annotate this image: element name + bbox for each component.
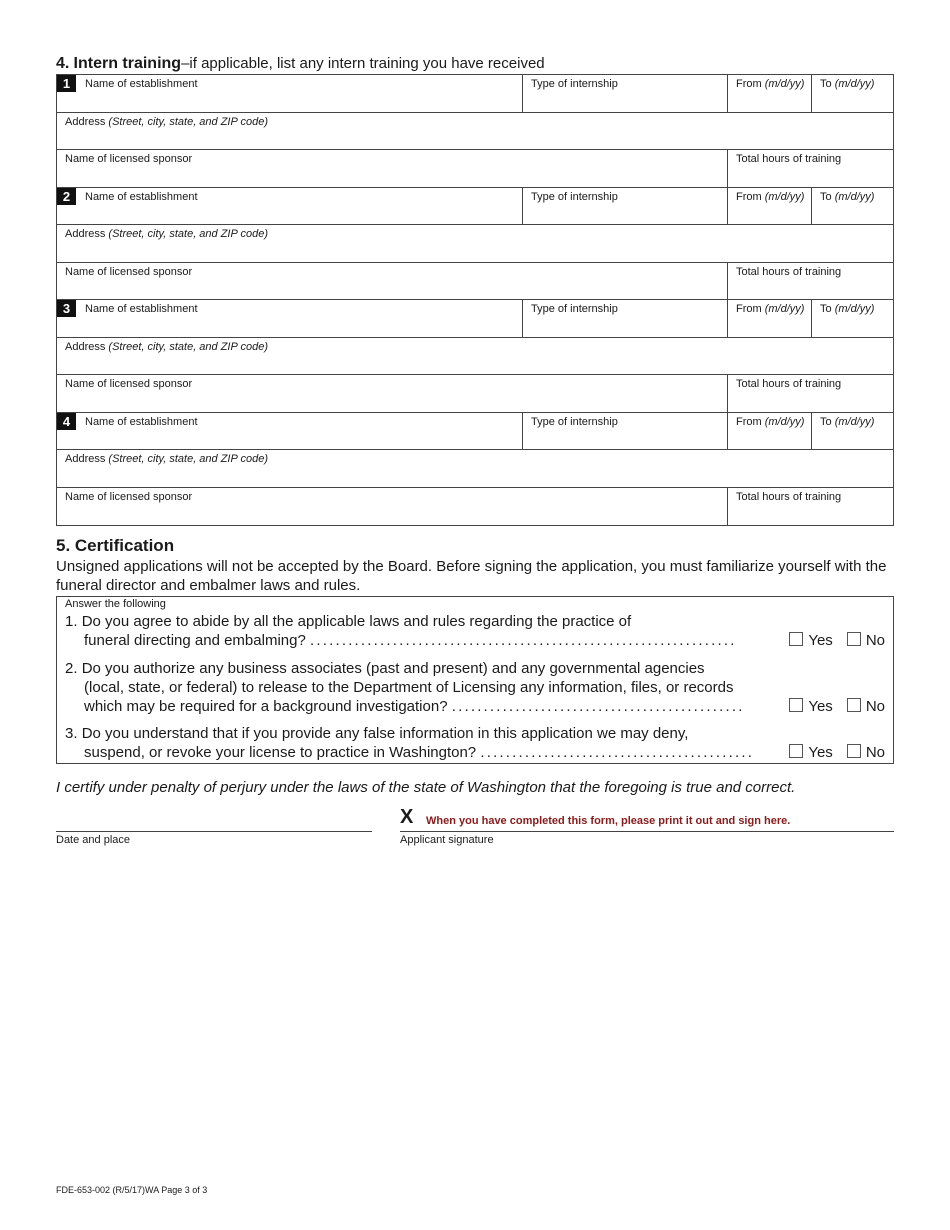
from-date-field[interactable] xyxy=(727,75,811,112)
training-hours-field[interactable] xyxy=(727,150,895,187)
sponsor-label: Name of licensed sponsor xyxy=(65,490,193,503)
training-row-address xyxy=(57,450,893,488)
question-1-answer: Yes No xyxy=(789,631,885,650)
training-row-address xyxy=(57,225,893,263)
section-5-title: 5. Certification xyxy=(56,536,175,555)
certification-statement: I certify under penalty of perjury under the laws of the state of Washington that the foregoing is true and correct. xyxy=(56,779,796,796)
address-label: Address xyxy=(65,340,106,353)
address-label: Address xyxy=(65,115,106,128)
training-row-establishment xyxy=(57,413,893,451)
question-3-line-2: suspend, or revoke your license to practice in Washington? xyxy=(84,744,477,761)
training-row-sponsor xyxy=(57,263,893,301)
address-field[interactable] xyxy=(57,113,895,150)
from-format-hint: (m/d/yy) xyxy=(764,303,805,315)
internship-type-label: Type of internship xyxy=(531,78,618,90)
to-label: To xyxy=(820,190,832,203)
sponsor-field[interactable] xyxy=(57,375,727,412)
question-3-line-1: Do you understand that if you provide any false information in this application we may deny, xyxy=(81,725,689,742)
entry-number-badge: 2 xyxy=(57,188,76,205)
section-4-heading: Intern training xyxy=(73,55,182,72)
from-label: From xyxy=(736,78,762,90)
question-2-line-3: which may be required for a background investigation? xyxy=(84,698,448,715)
training-hours-field[interactable] xyxy=(727,488,895,526)
section-4-subtitle: if applicable, list any intern training you have received xyxy=(189,55,545,72)
question-2-line-1: Do you authorize any business associates (past and present) and any governmental agencies xyxy=(81,660,705,677)
training-row-establishment xyxy=(57,75,893,113)
from-date-field[interactable] xyxy=(727,413,811,450)
question-1: 1. Do you agree to abide by all the applicable laws and rules regarding the practice of funeral directing and embalming? ................................................................... Yes No xyxy=(65,613,885,649)
to-label: To xyxy=(820,78,832,90)
question-3-no-checkbox[interactable] xyxy=(847,744,861,758)
address-field[interactable] xyxy=(57,450,895,487)
intern-training-table xyxy=(56,74,894,526)
question-3-answer: Yes No xyxy=(789,743,885,762)
question-1-line-1: Do you agree to abide by all the applicable laws and rules regarding the practice of xyxy=(81,613,632,630)
from-format-hint: (m/d/yy) xyxy=(764,78,805,90)
address-hint: (Street, city, state, and ZIP code) xyxy=(108,453,268,465)
establishment-field[interactable] xyxy=(77,300,522,337)
internship-type-label: Type of internship xyxy=(531,190,618,203)
training-hours-label: Total hours of training xyxy=(736,490,842,503)
entry-number-badge: 1 xyxy=(57,75,76,92)
date-place-line[interactable] xyxy=(56,831,372,832)
address-label: Address xyxy=(65,228,106,240)
address-label: Address xyxy=(65,453,106,465)
to-date-field[interactable] xyxy=(811,75,895,112)
applicant-signature-label: Applicant signature xyxy=(400,834,494,846)
establishment-field[interactable] xyxy=(77,75,522,112)
from-format-hint: (m/d/yy) xyxy=(764,415,805,428)
from-format-hint: (m/d/yy) xyxy=(764,190,805,203)
internship-type-label: Type of internship xyxy=(531,415,618,428)
from-label: From xyxy=(736,190,762,203)
to-format-hint: (m/d/yy) xyxy=(834,415,875,428)
to-format-hint: (m/d/yy) xyxy=(834,78,875,90)
sponsor-field[interactable] xyxy=(57,263,727,300)
applicant-signature-line[interactable] xyxy=(400,831,894,832)
training-row-establishment xyxy=(57,188,893,226)
section-5-intro: Unsigned applications will not be accepted by the Board. Before signing the application, you must familiarize yourself with the funeral director and embalmer laws and rules. xyxy=(56,558,887,594)
from-date-field[interactable] xyxy=(727,188,811,225)
question-1-line-2: funeral directing and embalming? xyxy=(84,632,306,649)
sponsor-label: Name of licensed sponsor xyxy=(65,265,193,278)
internship-type-field[interactable] xyxy=(522,188,727,225)
to-label: To xyxy=(820,303,832,315)
sponsor-field[interactable] xyxy=(57,488,727,526)
address-hint: (Street, city, state, and ZIP code) xyxy=(108,228,268,240)
from-label: From xyxy=(736,415,762,428)
training-hours-field[interactable] xyxy=(727,375,895,412)
internship-type-label: Type of internship xyxy=(531,303,618,315)
address-field[interactable] xyxy=(57,338,895,375)
training-row-establishment xyxy=(57,300,893,338)
training-row-address xyxy=(57,113,893,151)
question-1-yes-checkbox[interactable] xyxy=(789,632,803,646)
to-date-field[interactable] xyxy=(811,300,895,337)
question-2-answer: Yes No xyxy=(789,697,885,716)
establishment-label: Name of establishment xyxy=(85,303,198,315)
section-4-number: 4. xyxy=(56,55,70,72)
to-date-field[interactable] xyxy=(811,413,895,450)
signature-instruction: When you have completed this form, please print it out and sign here. xyxy=(426,815,791,827)
answer-label: Answer the following xyxy=(65,598,166,610)
establishment-label: Name of establishment xyxy=(85,415,198,428)
address-hint: (Street, city, state, and ZIP code) xyxy=(108,115,268,128)
signature-x-mark: X xyxy=(400,806,414,828)
internship-type-field[interactable] xyxy=(522,300,727,337)
training-row-sponsor xyxy=(57,488,893,526)
sponsor-label: Name of licensed sponsor xyxy=(65,378,193,390)
from-label: From xyxy=(736,303,762,315)
question-3-yes-checkbox[interactable] xyxy=(789,744,803,758)
establishment-field[interactable] xyxy=(77,413,522,450)
address-hint: (Street, city, state, and ZIP code) xyxy=(108,340,268,353)
question-2-no-checkbox[interactable] xyxy=(847,698,861,712)
address-field[interactable] xyxy=(57,225,895,262)
sponsor-label: Name of licensed sponsor xyxy=(65,153,193,165)
form-footer: FDE-653-002 (R/5/17)WA Page 3 of 3 xyxy=(56,1185,208,1195)
entry-number-badge: 4 xyxy=(57,413,76,430)
training-row-sponsor xyxy=(57,150,893,188)
training-hours-label: Total hours of training xyxy=(736,153,842,165)
to-label: To xyxy=(820,415,832,428)
date-place-label: Date and place xyxy=(56,834,130,846)
question-2: 2. Do you authorize any business associates (past and present) and any governmental agencies (local, state, or federal) to release to the Department of Licensing any information, files, or records which may be required for a background investigation? .............................................. Yes No xyxy=(65,660,885,715)
question-3: 3. Do you understand that if you provide any false information in this application we may deny, suspend, or revoke your license to practice in Washington? ........................................... Yes No xyxy=(65,725,885,761)
question-2-yes-checkbox[interactable] xyxy=(789,698,803,712)
training-hours-label: Total hours of training xyxy=(736,378,842,390)
section-4-title: 4. Intern training–if applicable, list any intern training you have received xyxy=(56,55,545,72)
from-date-field[interactable] xyxy=(727,300,811,337)
internship-type-field[interactable] xyxy=(522,413,727,450)
establishment-field[interactable] xyxy=(77,188,522,225)
certification-questions xyxy=(56,596,894,764)
question-1-no-checkbox[interactable] xyxy=(847,632,861,646)
question-2-line-2: (local, state, or federal) to release to the Department of Licensing any information, files, or records xyxy=(84,679,734,696)
entry-number-badge: 3 xyxy=(57,300,76,317)
establishment-label: Name of establishment xyxy=(85,190,198,203)
training-hours-label: Total hours of training xyxy=(736,265,842,278)
training-row-sponsor xyxy=(57,375,893,413)
internship-type-field[interactable] xyxy=(522,75,727,112)
training-hours-field[interactable] xyxy=(727,263,895,300)
training-row-address xyxy=(57,338,893,376)
sponsor-field[interactable] xyxy=(57,150,727,187)
establishment-label: Name of establishment xyxy=(85,78,198,90)
to-format-hint: (m/d/yy) xyxy=(834,303,875,315)
to-format-hint: (m/d/yy) xyxy=(834,190,875,203)
to-date-field[interactable] xyxy=(811,188,895,225)
